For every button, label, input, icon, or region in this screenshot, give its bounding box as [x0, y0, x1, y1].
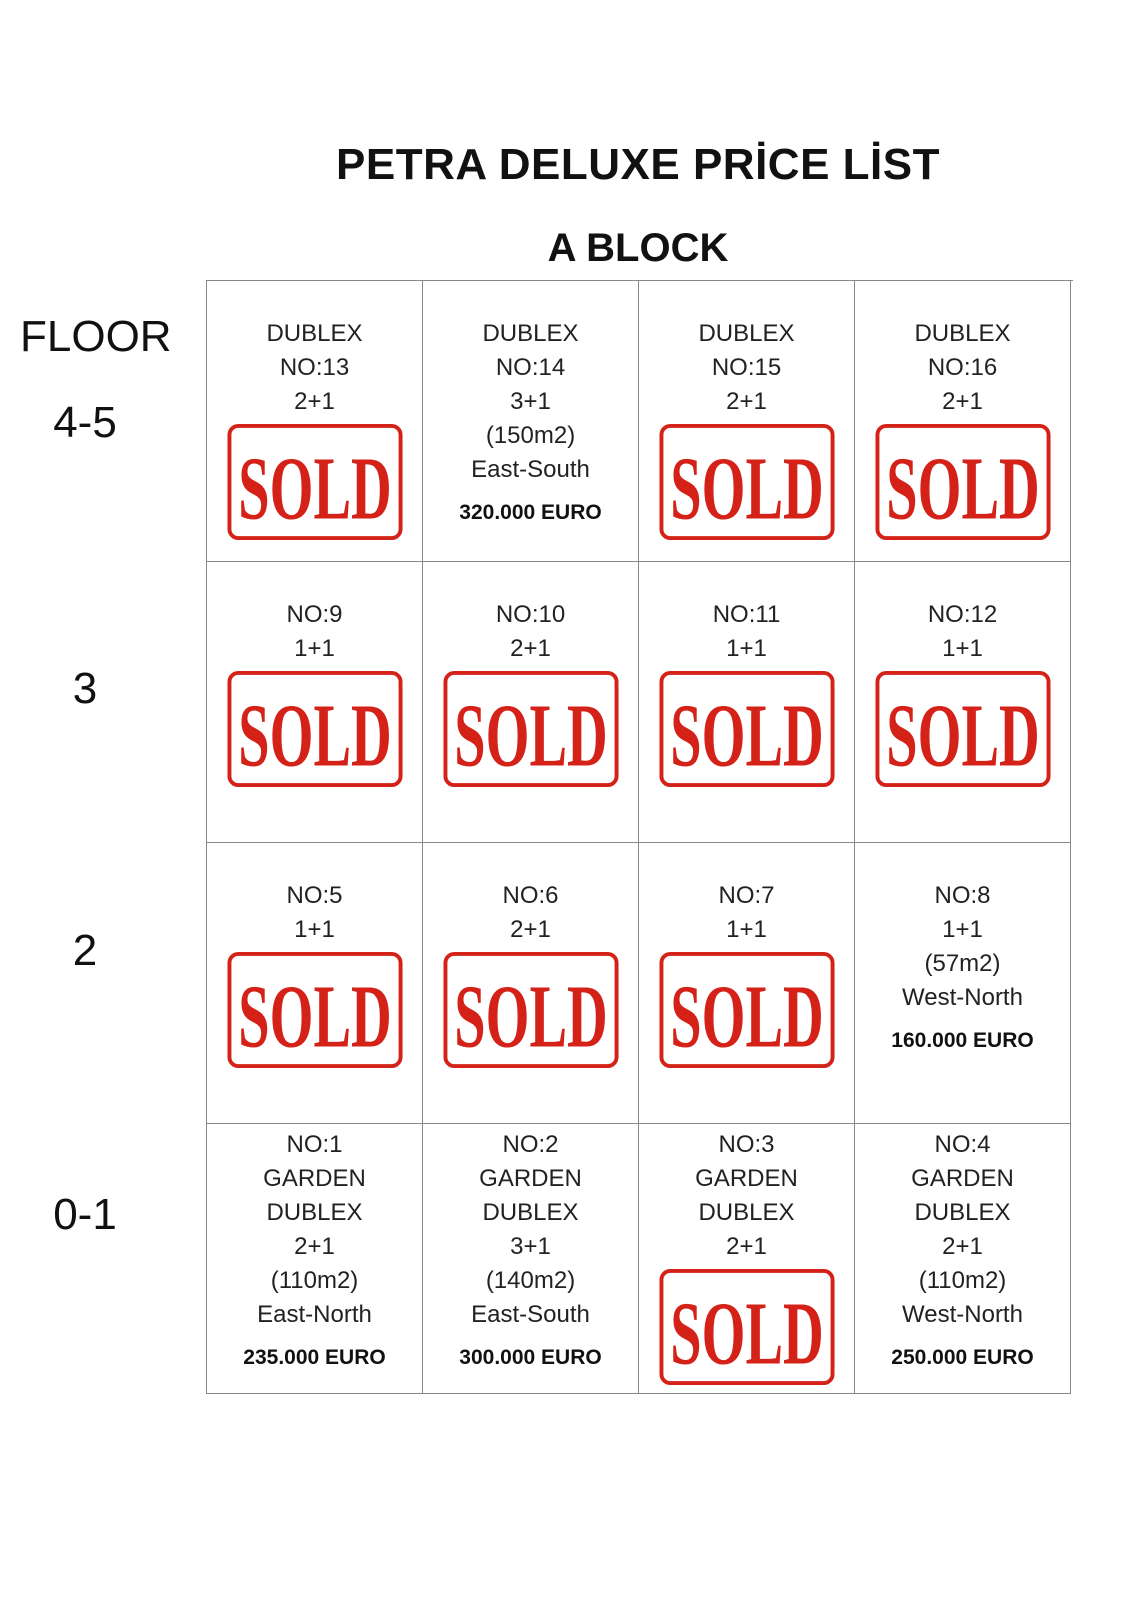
- unit-cell: [207, 281, 423, 562]
- unit-cell: [423, 562, 639, 843]
- unit-detail: 2+1: [726, 1233, 767, 1260]
- unit-detail: (110m2): [270, 1267, 359, 1294]
- unit-detail: DUBLEX: [698, 1199, 795, 1226]
- unit-detail: NO:13: [279, 354, 350, 381]
- sold-stamp: [658, 1268, 836, 1386]
- unit-cell: [207, 562, 423, 843]
- sold-stamp-text: SOLD: [885, 437, 1040, 539]
- unit-detail: East-South: [471, 456, 590, 483]
- unit-detail: NO:10: [495, 601, 566, 628]
- unit-cell: [423, 843, 639, 1124]
- floor-label: 2: [72, 926, 98, 975]
- unit-detail: NO:6: [502, 882, 559, 909]
- unit-detail: DUBLEX: [914, 1199, 1011, 1226]
- sold-stamp-text: SOLD: [669, 965, 824, 1067]
- unit-detail: West-North: [902, 984, 1023, 1011]
- unit-detail: NO:9: [286, 601, 343, 628]
- sold-stamp-text: SOLD: [453, 965, 608, 1067]
- unit-detail: 2+1: [294, 1233, 335, 1260]
- sold-stamp-text: SOLD: [669, 684, 824, 786]
- unit-cell: [855, 1124, 1071, 1394]
- unit-cell: [639, 562, 855, 843]
- sold-stamp-text: SOLD: [237, 437, 392, 539]
- unit-cell: [855, 562, 1071, 843]
- sold-stamp: [658, 670, 836, 788]
- unit-detail: 3+1: [510, 388, 551, 415]
- unit-detail: East-South: [471, 1301, 590, 1328]
- unit-detail: (110m2): [918, 1267, 1007, 1294]
- unit-detail: DUBLEX: [698, 320, 795, 347]
- unit-detail: NO:15: [711, 354, 782, 381]
- unit-detail: 2+1: [942, 1233, 983, 1260]
- unit-detail: (57m2): [924, 950, 1001, 977]
- unit-detail: 3+1: [510, 1233, 551, 1260]
- unit-detail: NO:8: [934, 882, 991, 909]
- unit-detail: (150m2): [485, 422, 576, 449]
- unit-detail: 1+1: [726, 916, 767, 943]
- unit-detail: (140m2): [485, 1267, 576, 1294]
- floor-label: 3: [72, 664, 98, 713]
- unit-detail: NO:5: [286, 882, 343, 909]
- unit-detail: 1+1: [726, 635, 767, 662]
- unit-detail: DUBLEX: [914, 320, 1011, 347]
- page-title: PETRA DELUXE PRİCE LİST: [336, 140, 940, 189]
- sold-stamp: [874, 423, 1052, 541]
- sold-stamp-text: SOLD: [669, 437, 824, 539]
- unit-cell: [639, 843, 855, 1124]
- sold-stamp: [226, 423, 404, 541]
- price-table: [206, 280, 1073, 1394]
- unit-detail: NO:11: [712, 601, 781, 628]
- floor-header: FLOOR: [20, 312, 172, 361]
- sold-stamp-text: SOLD: [237, 965, 392, 1067]
- unit-detail: DUBLEX: [266, 1199, 363, 1226]
- unit-cell: [639, 281, 855, 562]
- sold-stamp: [226, 951, 404, 1069]
- unit-detail: 2+1: [510, 916, 551, 943]
- unit-cell: [855, 843, 1071, 1124]
- unit-detail: 2+1: [942, 388, 983, 415]
- unit-detail: NO:1: [286, 1131, 343, 1158]
- block-title: A BLOCK: [547, 226, 729, 270]
- unit-detail: NO:2: [502, 1131, 559, 1158]
- sold-stamp: [658, 951, 836, 1069]
- unit-detail: GARDEN: [263, 1165, 366, 1192]
- unit-price: 300.000 EURO: [459, 1346, 602, 1369]
- unit-price: 160.000 EURO: [891, 1029, 1034, 1052]
- sold-stamp: [442, 951, 620, 1069]
- unit-detail: 1+1: [294, 916, 335, 943]
- unit-detail: 1+1: [942, 916, 983, 943]
- unit-detail: NO:3: [718, 1131, 775, 1158]
- unit-detail: GARDEN: [911, 1165, 1014, 1192]
- unit-price: 250.000 EURO: [891, 1346, 1034, 1369]
- sold-stamp-text: SOLD: [669, 1282, 824, 1384]
- sold-stamp: [658, 423, 836, 541]
- floor-label: 4-5: [53, 398, 117, 447]
- unit-detail: 2+1: [294, 388, 335, 415]
- sold-stamp-text: SOLD: [453, 684, 608, 786]
- unit-detail: 1+1: [942, 635, 983, 662]
- unit-detail: 1+1: [294, 635, 335, 662]
- unit-detail: NO:16: [927, 354, 998, 381]
- unit-detail: DUBLEX: [266, 320, 363, 347]
- unit-cell: [207, 843, 423, 1124]
- unit-detail: NO:7: [718, 882, 775, 909]
- unit-detail: GARDEN: [479, 1165, 582, 1192]
- unit-detail: West-North: [902, 1301, 1023, 1328]
- unit-detail: GARDEN: [695, 1165, 798, 1192]
- unit-price: 235.000 EURO: [243, 1346, 386, 1369]
- unit-detail: NO:12: [927, 601, 998, 628]
- sold-stamp: [226, 670, 404, 788]
- unit-cell: [423, 281, 639, 562]
- sold-stamp: [874, 670, 1052, 788]
- unit-detail: 2+1: [510, 635, 551, 662]
- sold-stamp: [442, 670, 620, 788]
- unit-price: 320.000 EURO: [459, 501, 602, 524]
- unit-detail: DUBLEX: [482, 1199, 579, 1226]
- unit-cell: [855, 281, 1071, 562]
- unit-cell: [423, 1124, 639, 1394]
- unit-detail: 2+1: [726, 388, 767, 415]
- sold-stamp-text: SOLD: [237, 684, 392, 786]
- unit-detail: East-North: [257, 1301, 372, 1328]
- unit-cell: [639, 1124, 855, 1394]
- sold-stamp-text: SOLD: [885, 684, 1040, 786]
- unit-detail: DUBLEX: [482, 320, 579, 347]
- floor-label: 0-1: [53, 1190, 117, 1239]
- unit-detail: NO:4: [934, 1131, 991, 1158]
- unit-detail: NO:14: [495, 354, 566, 381]
- unit-cell: [207, 1124, 423, 1394]
